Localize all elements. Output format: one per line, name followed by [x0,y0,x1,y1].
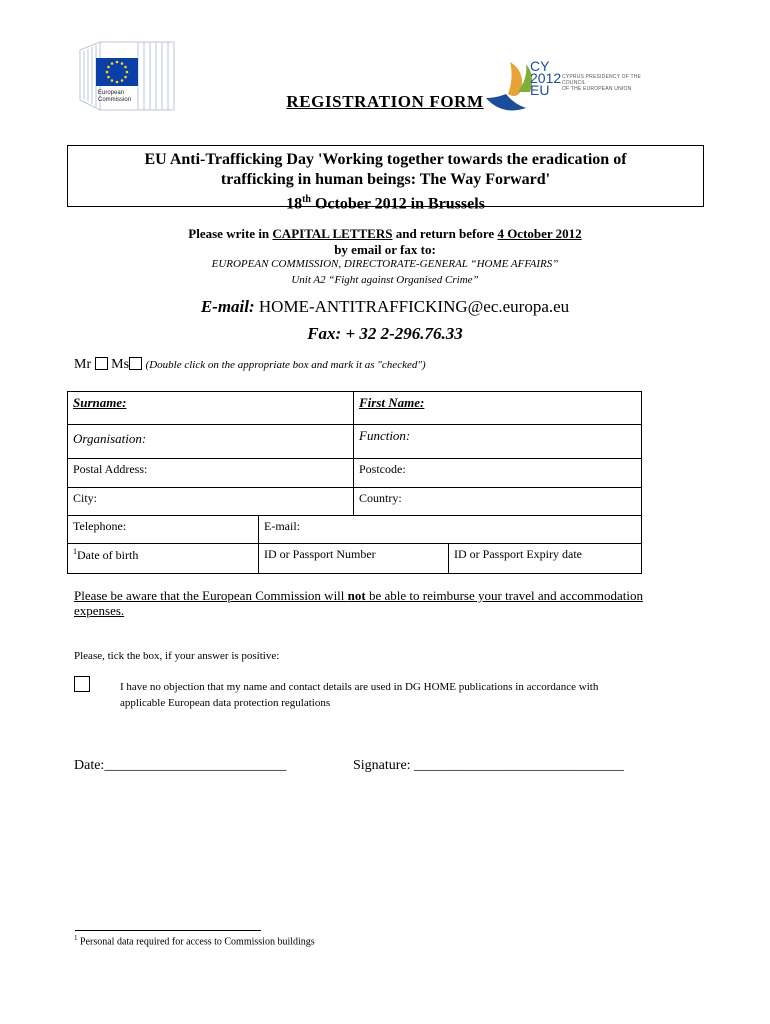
country-field[interactable]: Country: [353,488,641,515]
mr-label: Mr [74,357,92,372]
ec-logo-text-2: Commission [98,97,132,103]
consent-checkbox[interactable] [74,676,90,692]
telephone-field[interactable]: Telephone: [73,519,127,533]
event-date-rest: October 2012 in Brussels [310,195,485,213]
instr-capital-letters: CAPITAL LETTERS [272,226,393,241]
footnote-number: 1 [74,934,78,942]
ec-logo-text-1: European [98,90,125,96]
notice-text-c: be able to reimburse your travel and accommodation [365,588,643,603]
cy-logo-text-2: 2012 [530,70,562,86]
footnote-text: Personal data required for access to Commission buildings [77,936,315,948]
city-field[interactable]: City: [73,491,98,505]
cy-logo-small-2: OF THE EUROPEAN UNION [562,86,632,92]
consent-prompt: Please, tick the box, if your answer is positive: [74,650,280,662]
date-of-birth-field[interactable] [68,544,258,573]
instructions-line-2: by email or fax to: [334,242,436,257]
email-field[interactable]: E-mail: [258,516,641,543]
instructions-line-1 [0,226,770,242]
instructions-line-3: EUROPEAN COMMISSION, DIRECTORATE-GENERAL “HOME AFFAIRS” [211,258,559,270]
salutation-row [74,357,426,373]
email-address[interactable]: HOME-ANTITRAFFICKING@ec.europa.eu [254,297,570,316]
event-title-box [67,145,704,213]
date-line[interactable]: Date:__________________________ [74,758,287,773]
notice-text-a: Please be aware that the European Commission will [74,588,348,603]
ms-label: Ms [111,357,130,372]
postcode-field[interactable]: Postcode: [353,459,641,487]
consent-line-1: I have no objection that my name and contact details are used in DG HOME publications in accordance with [120,681,599,693]
email-label: E-mail: [200,297,255,316]
consent-text [120,679,700,711]
postal-address-field[interactable]: Postal Address: [73,462,148,476]
cy-logo-text-3: EU [530,82,550,98]
instr-text-c: and return before [392,226,498,241]
notice-not: not [347,588,366,603]
dob-label: Date of birth [77,548,139,562]
contact-fax: Fax: + 32 2-296.76.33 [307,324,463,343]
registration-table [67,391,642,574]
dob-footnote-ref: 1 [73,547,77,556]
instructions-line-4: Unit A2 “Fight against Organised Crime” [291,274,479,286]
table-row [68,459,641,488]
signature-line[interactable]: Signature: ______________________________ [353,758,625,773]
id-expiry-field[interactable]: ID or Passport Expiry date [448,544,641,573]
instr-text-a: Please write in [188,226,273,241]
reimbursement-notice [74,588,704,618]
table-row [68,516,641,544]
cy-logo-text-1: CY [530,58,550,74]
ms-checkbox[interactable] [129,357,142,370]
instr-deadline: 4 October 2012 [497,226,582,241]
event-title-line-1: EU Anti-Trafficking Day 'Working together towards the eradication of [144,151,627,168]
table-row [68,544,641,573]
function-field[interactable]: Function: [353,425,641,458]
cy-logo-small-1: CYPRUS PRESIDENCY OF THE COUNCIL [562,74,642,86]
event-date-sup: th [302,194,311,205]
notice-text-d: expenses. [74,603,125,618]
form-title: REGISTRATION FORM [286,92,484,111]
footnote [74,934,315,947]
table-row [68,488,641,516]
event-date-line [68,190,703,214]
id-number-field[interactable]: ID or Passport Number [258,544,448,573]
surname-field[interactable]: Surname: [73,395,127,410]
contact-email-line [0,297,770,317]
first-name-field[interactable]: First Name: [353,392,641,424]
table-row [68,425,641,459]
event-date-day: 18 [286,195,303,213]
mr-checkbox[interactable] [95,357,108,370]
table-row [68,392,641,425]
event-title-line-2: trafficking in human beings: The Way Forward' [220,171,551,188]
organisation-field[interactable]: Organisation: [73,431,147,446]
salutation-note: (Double click on the appropriate box and mark it as "checked") [145,359,426,371]
consent-line-2: applicable European data protection regulations [120,697,331,709]
footnote-separator [75,930,261,931]
